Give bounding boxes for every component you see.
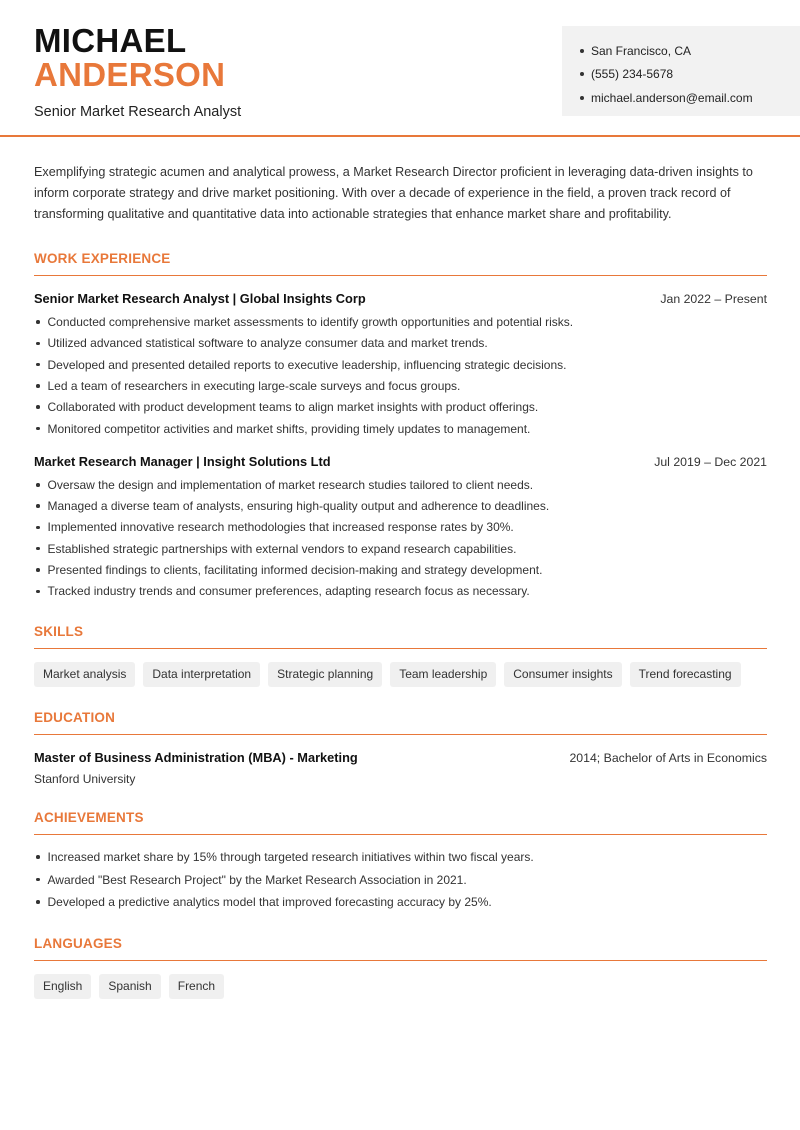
section-title-languages: LANGUAGES <box>34 936 767 961</box>
skill-chip: Strategic planning <box>268 662 382 687</box>
bullet-icon <box>36 405 40 409</box>
job-bullets <box>34 474 767 602</box>
bullet-icon <box>36 590 40 594</box>
list-item <box>34 354 767 375</box>
bullet-icon <box>36 363 40 367</box>
list-item <box>34 517 767 538</box>
work-section <box>34 251 767 602</box>
language-chips <box>34 974 767 999</box>
list-item <box>34 538 767 559</box>
bullet-text: Conducted comprehensive market assessments to identify growth opportunities and potential risks. <box>47 315 574 330</box>
job-date: Jan 2022 – Present <box>660 292 767 307</box>
bullet-text: Managed a diverse team of analysts, ensuring high-quality output and adherence to deadlines. <box>47 499 550 514</box>
contact-box <box>562 26 800 116</box>
list-item <box>34 397 767 418</box>
education-header <box>34 750 767 765</box>
email-text: michael.anderson@email.com <box>591 90 753 105</box>
bullet-text: Led a team of researchers in executing large-scale surveys and focus groups. <box>47 378 461 393</box>
list-item <box>34 495 767 516</box>
job-entry <box>34 454 767 602</box>
bullet-text: Awarded "Best Research Project" by the Market Research Association in 2021. <box>47 872 467 887</box>
section-title-achievements: ACHIEVEMENTS <box>34 810 767 835</box>
bullet-text: Utilized advanced statistical software to analyze consumer data and market trends. <box>47 336 488 351</box>
language-chip: Spanish <box>99 974 160 999</box>
list-item <box>34 868 767 891</box>
bullet-icon <box>36 504 40 508</box>
job-role: Senior Market Research Analyst | Global Insights Corp <box>34 291 366 307</box>
bullet-icon <box>36 320 40 324</box>
last-name: ANDERSON <box>34 56 226 93</box>
skill-chip: Market analysis <box>34 662 135 687</box>
bullet-text: Implemented innovative research methodologies that increased response rates by 30%. <box>47 520 514 535</box>
first-name: MICHAEL <box>34 22 187 59</box>
job-header <box>34 454 767 469</box>
phone-text: (555) 234-5678 <box>591 67 674 82</box>
list-item <box>34 418 767 439</box>
bullet-icon <box>36 483 40 487</box>
job-date: Jul 2019 – Dec 2021 <box>654 455 767 470</box>
job-entry <box>34 291 767 439</box>
list-item <box>34 311 767 332</box>
section-title-education: EDUCATION <box>34 710 767 735</box>
skills-chips <box>34 662 767 687</box>
contact-location <box>580 39 800 63</box>
school: Stanford University <box>34 771 136 786</box>
bullet-text: Established strategic partnerships with external vendors to expand research capabilities. <box>47 541 517 556</box>
list-item <box>34 375 767 396</box>
resume-body <box>34 162 767 999</box>
contact-email <box>580 86 800 110</box>
bullet-icon <box>36 855 40 859</box>
list-item <box>34 846 767 869</box>
degree: Master of Business Administration (MBA) - Marketing <box>34 749 358 765</box>
list-item <box>34 474 767 495</box>
job-role: Market Research Manager | Insight Solutions Ltd <box>34 454 331 470</box>
bullet-text: Increased market share by 15% through targeted research initiatives within two fiscal years. <box>47 850 534 865</box>
skill-chip: Trend forecasting <box>630 662 741 687</box>
list-item <box>34 333 767 354</box>
summary: Exemplifying strategic acumen and analytical prowess, a Market Research Director proficient in leveraging data-driven insights to inform corporate strategy and drive market positioning. With over a decade of experience in the field, a proven track record of transforming qualitative and quantitative data into actionable strategies that enhance market share and profitability. <box>34 165 753 221</box>
bullet-icon <box>36 878 40 882</box>
bullet-icon <box>580 49 584 53</box>
bullet-text: Tracked industry trends and consumer preferences, adapting research focus as necessary. <box>47 584 530 599</box>
bullet-icon <box>580 72 584 76</box>
skill-chip: Consumer insights <box>504 662 621 687</box>
bullet-text: Oversaw the design and implementation of market research studies tailored to client needs. <box>47 477 534 492</box>
education-section <box>34 710 767 786</box>
bullet-icon <box>36 547 40 551</box>
skill-chip: Data interpretation <box>143 662 260 687</box>
contact-phone <box>580 63 800 87</box>
list-item <box>34 581 767 602</box>
bullet-icon <box>36 384 40 388</box>
bullet-icon <box>36 427 40 431</box>
languages-section <box>34 936 767 999</box>
job-header <box>34 291 767 306</box>
name-block <box>34 24 241 120</box>
job-bullets <box>34 311 767 439</box>
education-details: 2014; Bachelor of Arts in Economics <box>569 750 767 765</box>
language-chip: English <box>34 974 91 999</box>
bullet-text: Collaborated with product development teams to align market insights with product offerings. <box>47 400 539 415</box>
language-chip: French <box>169 974 224 999</box>
achievement-bullets <box>34 846 767 914</box>
bullet-text: Presented findings to clients, facilitating informed decision-making and strategy development. <box>47 563 543 577</box>
achievements-section <box>34 810 767 914</box>
bullet-icon <box>36 342 40 346</box>
bullet-text: Developed a predictive analytics model that improved forecasting accuracy by 25%. <box>47 895 492 910</box>
list-item <box>34 891 767 914</box>
bullet-icon <box>580 96 584 100</box>
list-item <box>34 559 767 580</box>
bullet-text: Developed and presented detailed reports to executive leadership, influencing strategic decisions. <box>47 357 567 372</box>
skill-chip: Team leadership <box>390 662 496 687</box>
section-title-work: WORK EXPERIENCE <box>34 251 767 276</box>
section-title-skills: SKILLS <box>34 624 767 649</box>
skills-section <box>34 624 767 687</box>
bullet-icon <box>36 526 40 530</box>
job-title: Senior Market Research Analyst <box>34 104 242 120</box>
bullet-text: Monitored competitor activities and market shifts, providing timely updates to management. <box>47 421 531 436</box>
resume-header <box>0 0 800 137</box>
bullet-icon <box>36 900 40 904</box>
location-text: San Francisco, CA <box>591 43 692 58</box>
bullet-icon <box>36 568 40 572</box>
